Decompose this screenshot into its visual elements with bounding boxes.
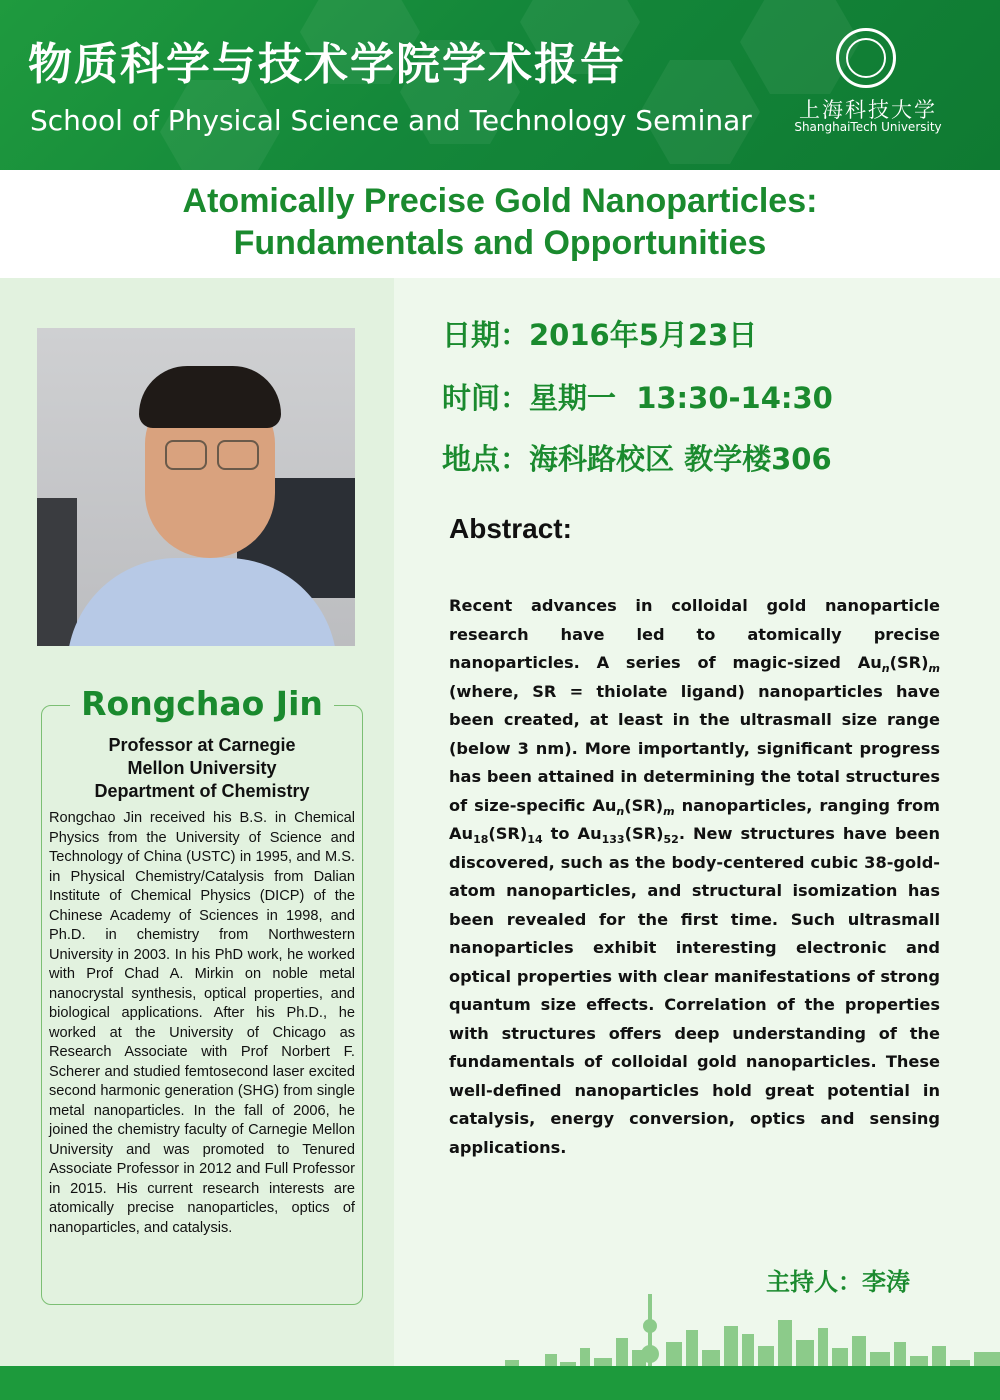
abstract-text: Recent advances in colloidal gold nanoparticle research have led to atomically precise nanoparticles. A series of magic-sized $Au_n(SR)_m$ (where, SR = thiolate ligand) nanoparticles have been created, at least in the ultrasmall size range (below 3 nm). More importantly, significant progress has been attained in determining the total structures of size-specific $Au_n(SR)_m$ nanoparticles, ranging from $Au_{18}(SR)_{14}$ to $Au_{133}(SR)_{52}$. New structures have been discovered, such as the body-centered cubic 38-gold-atom nanoparticles, and structural isomization has been revealed for the first time. Such ultrasmall nanoparticles exhibit interesting electronic and optical properties with clear manifestations of strong quantum size effects. Correlation of the properties with structures offers deep understanding of the fundamentals of colloidal gold nanoparticles. These well-defined nanoparticles hold great potential in catalysis, energy conversion, optics and sensing applications. (449, 596, 940, 1157)
talk-title (0, 180, 1000, 264)
speaker-name: Rongchao Jin (70, 684, 334, 723)
affiliation-line: Professor at Carnegie (108, 735, 296, 755)
talk-title-line1: Atomically Precise Gold Nanoparticles: (182, 182, 818, 220)
speaker-bio: Rongchao Jin received his B.S. in Chemical Physics from the University of Science and Technology of China (USTC) in 1995, and M.S. in Physical Chemistry/Catalysis from Dalian Institute of Chemical Physics (DICP) of the Chinese Academy of Sciences in 1998, and Ph.D. in chemistry from Northwestern University in 2003. In his PhD work, he worked with Prof Chad A. Mirkin on noble metal nanocrystal synthesis, optical properties, and biological applications. After his Ph.D., he worked at the University of Chicago as Research Associate with Prof Norbert F. Scherer and studied femtosecond laser excited second harmonic generation (SHG) from single metal nanoparticles. In the fall of 2006, he joined the chemistry faculty of Carnegie Mellon University and was promoted to Tenured Associate Professor in 2012 and Full Professor in 2015. His current research interests are atomically precise nanoparticles, optics of nanoparticles, and catalysis. (49, 810, 355, 1236)
event-location: 地点：海科路校区 教学楼306 (442, 442, 832, 476)
event-time: 时间：星期一 13:30-14:30 (442, 381, 833, 415)
affiliation-line: Mellon University (127, 758, 277, 778)
university-name-chinese: 上海科技大学 (799, 98, 937, 122)
university-name-english: ShanghaiTech University (794, 120, 942, 134)
host: 主持人：李涛 (766, 1268, 910, 1296)
university-seal-icon (836, 28, 896, 88)
speaker-affiliation (42, 734, 362, 803)
affiliation-line: Department of Chemistry (94, 781, 310, 801)
seminar-title-english: School of Physical Science and Technology Seminar (30, 104, 752, 137)
event-date: 日期：2016年5月23日 (442, 318, 758, 352)
speaker-photo (37, 328, 355, 646)
abstract-heading: Abstract: (449, 513, 572, 544)
talk-title-line2: Fundamentals and Opportunities (233, 224, 767, 262)
footer-bar (0, 1366, 1000, 1400)
seminar-title-chinese: 物质科学与技术学院学术报告 (28, 39, 626, 90)
